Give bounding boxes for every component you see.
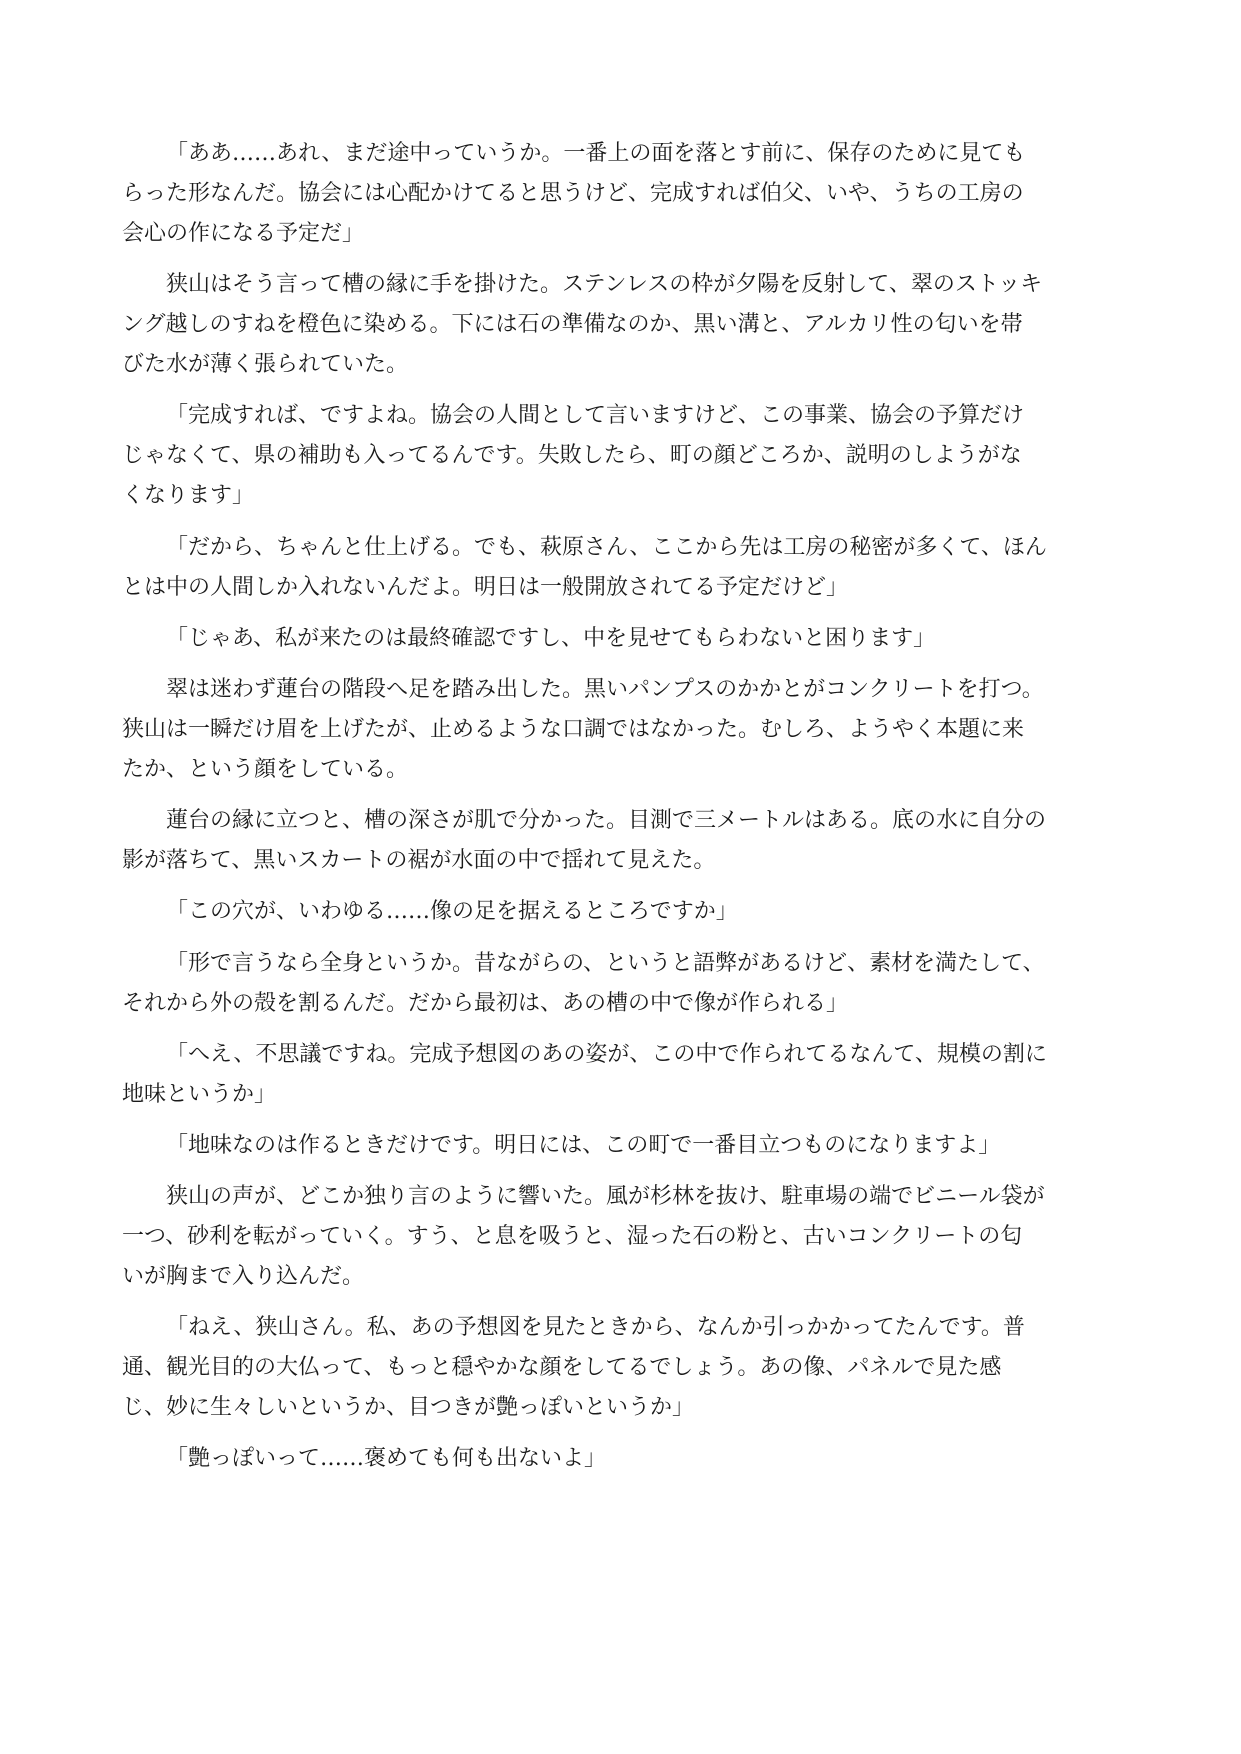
text-line: 会心の作になる予定だ」 [122, 221, 365, 246]
paragraph [144, 892, 1092, 932]
text-line: それから外の殻を割るんだ。だから最初は、あの槽の中で像が作られる」 [122, 990, 849, 1016]
text-line: 狭山は一瞬だけ眉を上げたが、止めるような口調ではなかった。むしろ、ようやく本題に来 [122, 716, 1025, 742]
text-line: 一つ、砂利を転がっていく。すう、と息を吸うと、湿った石の粉と、古いコンクリートの匂 [122, 1224, 1023, 1250]
text-line: 翠は迷わず蓮台の階段へ足を踏み出した。黒いパンプスのかかとがコンクリートを打つ。 [166, 676, 1044, 702]
text-line: ング越しのすねを橙色に染める。下には石の準備なのか、黒い溝と、アルカリ性の匂いを帯 [122, 312, 1023, 338]
text-line: 「この穴が、いわゆる……像の足を据えるところですか」 [166, 899, 738, 925]
paragraph [122, 1177, 1092, 1297]
text-line: 「艶っぽいって……褒めても何も出ないよ」 [166, 1446, 607, 1472]
text-line: くなります」 [122, 483, 255, 509]
text-line: 地味というか」 [122, 1081, 277, 1107]
text-line: 「ねえ、狭山さん。私、あの予想図を見たときから、なんか引っかかってたんです。普 [166, 1315, 1025, 1341]
text-line: 狭山の声が、どこか独り言のように響いた。風が杉林を抜け、駐車場の端でビニール袋が [166, 1184, 1045, 1210]
paragraph [122, 670, 1092, 790]
text-line: びた水が薄く張られていた。 [122, 352, 409, 378]
paragraph [122, 396, 1092, 516]
text-line: じ、妙に生々しいというか、目つきが艶っぽいというか」 [122, 1395, 695, 1421]
text-line: 狭山はそう言って槽の縁に手を掛けた。ステンレスの枠が夕陽を反射して、翠のストッキ [166, 272, 1043, 298]
text-line: 「じゃあ、私が来たのは最終確認ですし、中を見せてもらわないと困ります」 [166, 625, 936, 651]
paragraph [122, 801, 1092, 881]
paragraph [122, 1035, 1092, 1115]
text-line: 「形で言うなら全身というか。昔ながらの、というと語弊があるけど、素材を満たして、 [166, 950, 1045, 976]
text-line: たか、という顔をしている。 [122, 756, 409, 782]
text-line: 「完成すれば、ですよね。協会の人間として言いますけど、この事業、協会の予算だけ [166, 403, 1025, 429]
paragraph [122, 1308, 1092, 1428]
text-line: とは中の人間しか入れないんだよ。明日は一般開放されてる予定だけど」 [122, 574, 849, 600]
text-line: 影が落ちて、黒いスカートの裾が水面の中で揺れて見えた。 [122, 848, 716, 874]
text-line: らった形なんだ。協会には心配かけてると思うけど、完成すれば伯父、いや、うちの工房の [122, 181, 1024, 206]
text-line: いが胸まで入り込んだ。 [122, 1264, 365, 1290]
text-line: 蓮台の縁に立つと、槽の深さが肌で分かった。目測で三メートルはある。底の水に自分の [166, 808, 1047, 834]
text-line: じゃなくて、県の補助も入ってるんです。失敗したら、町の顔どころか、説明のしようがな [122, 443, 1022, 469]
text-line: 通、観光目的の大仏って、もっと穏やかな顔をしてるでしょう。あの像、パネルで見た感 [122, 1355, 1002, 1381]
text-line: 「へえ、不思議ですね。完成予想図のあの姿が、この中で作られてるなんて、規模の割に [166, 1041, 1047, 1067]
body-text [122, 134, 1092, 1491]
paragraph [122, 528, 1092, 608]
paragraph [122, 134, 1092, 254]
paragraph [144, 1126, 1092, 1166]
text-line: 「だから、ちゃんと仕上げる。でも、萩原さん、ここから先は工房の秘密が多くて、ほん [166, 534, 1047, 560]
paragraph [144, 1439, 1092, 1479]
paragraph [122, 265, 1092, 385]
text-line: 「ああ……あれ、まだ途中っていうか。一番上の面を落とす前に、保存のために見ても [166, 141, 1026, 166]
text-line: 「地味なのは作るときだけです。明日には、この町で一番目立つものになりますよ」 [166, 1132, 1001, 1158]
paragraph [122, 944, 1092, 1024]
paragraph [144, 619, 1092, 659]
